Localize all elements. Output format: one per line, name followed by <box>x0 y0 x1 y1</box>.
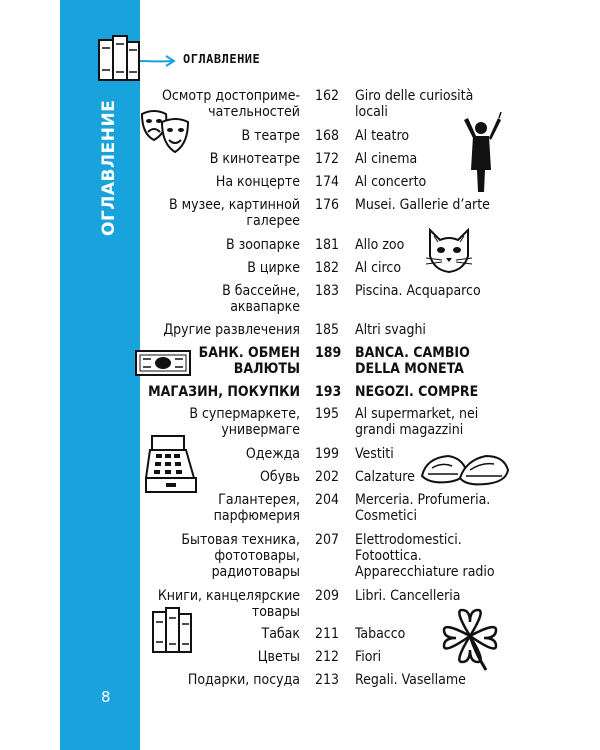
toc-russian-line: МАГАЗИН, ПОКУПКИ <box>148 384 300 400</box>
toc-page-number: 209 <box>315 588 340 604</box>
toc-russian-line: аквапарке <box>230 299 300 315</box>
toc-russian-line: БАНК. ОБМЕН <box>198 345 300 361</box>
toc-italian-line: Piscina. Acquaparco <box>355 283 481 299</box>
toc-italian-line: Cosmetici <box>355 508 417 524</box>
toc-italian-line: Regali. Vasellame <box>355 672 466 688</box>
toc-entry-russian <box>140 384 300 400</box>
toc-page-number: 211 <box>315 626 340 642</box>
toc-page-number: 189 <box>315 345 342 361</box>
toc-page-number: 176 <box>315 197 340 213</box>
page-title: ОГЛАВЛЕНИЕ <box>183 52 261 66</box>
toc-entry-russian <box>140 672 300 688</box>
toc-russian-line: В музее, картинной <box>169 197 300 213</box>
toc-italian-line: Giro delle curiosità <box>355 88 474 104</box>
toc-russian-line: чательностей <box>208 104 300 120</box>
toc-italian-line: Fotoottica. <box>355 548 422 564</box>
toc-entry-russian <box>140 174 300 190</box>
sidebar-title: ОГЛАВЛЕНИЕ <box>99 99 119 237</box>
toc-italian-line: NEGOZI. COMPRE <box>355 384 479 400</box>
toc-page-number: 199 <box>315 446 340 462</box>
toc-entry-italian <box>355 384 505 400</box>
toc-russian-line: В цирке <box>247 260 300 276</box>
toc-entry-italian <box>355 406 505 438</box>
toc-italian-line: Al cinema <box>355 151 418 167</box>
toc-italian-line: Al circo <box>355 260 402 276</box>
toc-russian-line: Галантерея, <box>218 492 300 508</box>
theater-masks-icon <box>138 106 192 160</box>
toc-entry-italian <box>355 345 505 377</box>
toc-italian-line: Al teatro <box>355 128 410 144</box>
toc-russian-line: В бассейне, <box>222 283 300 299</box>
toc-entry-russian <box>140 197 300 229</box>
toc-entry-italian <box>355 322 505 338</box>
shoes-icon <box>418 446 510 490</box>
toc-entry-italian <box>355 532 505 580</box>
toc-italian-line: Elettrodomestici. <box>355 532 462 548</box>
toc-page-number: 172 <box>315 151 340 167</box>
toc-russian-line: галерее <box>246 213 300 229</box>
toc-entry-russian <box>140 260 300 276</box>
toc-italian-line: Merceria. Profumeria. <box>355 492 491 508</box>
toc-page-number: 162 <box>315 88 340 104</box>
toc-entry-russian <box>140 492 300 524</box>
toc-russian-line: радиотовары <box>211 564 300 580</box>
toc-italian-line: locali <box>355 104 388 120</box>
books-icon <box>96 32 142 84</box>
toc-italian-line: grandi magazzini <box>355 422 464 438</box>
toc-russian-line: В театре <box>241 128 300 144</box>
cat-icon <box>424 226 474 274</box>
toc-page-number: 185 <box>315 322 340 338</box>
arrow-right-icon <box>138 53 178 69</box>
toc-page-number: 181 <box>315 237 340 253</box>
books-small-icon <box>150 604 194 656</box>
toc-russian-line: Цветы <box>257 649 300 665</box>
toc-entry-russian <box>140 237 300 253</box>
toc-italian-line: Fiori <box>355 649 382 665</box>
toc-page-number: 182 <box>315 260 340 276</box>
toc-russian-line: Другие развлечения <box>163 322 300 338</box>
toc-italian-line: Musei. Gallerie d’arte <box>355 197 490 213</box>
toc-italian-line: Vestiti <box>355 446 394 462</box>
toc-page-number: 204 <box>315 492 340 508</box>
toc-russian-line: На концерте <box>215 174 300 190</box>
toc-italian-line: Al supermarket, nei <box>355 406 479 422</box>
toc-russian-line: Книги, канцелярские <box>157 588 300 604</box>
toc-page-number: 195 <box>315 406 340 422</box>
toc-entry-italian <box>355 283 505 299</box>
toc-italian-line: Allo zoo <box>355 237 405 253</box>
toc-italian-line: Altri svaghi <box>355 322 426 338</box>
conductor-icon <box>460 112 502 194</box>
toc-entry-italian <box>355 588 505 604</box>
toc-italian-line: Tabacco <box>355 626 406 642</box>
toc-italian-line: Apparecchiature radio <box>355 564 495 580</box>
toc-page-number: 193 <box>315 384 342 400</box>
toc-italian-line: Calzature <box>355 469 415 485</box>
toc-russian-line: В супермаркете, <box>189 406 300 422</box>
toc-russian-line: Бытовая техника, <box>181 532 300 548</box>
toc-entry-russian <box>140 532 300 580</box>
banknote-icon <box>134 348 192 378</box>
toc-russian-line: В кинотеатре <box>209 151 300 167</box>
toc-page-number: 168 <box>315 128 340 144</box>
toc-russian-line: В зоопарке <box>225 237 300 253</box>
clover-icon <box>440 606 500 672</box>
toc-russian-line: Подарки, посуда <box>187 672 300 688</box>
toc-russian-line: Табак <box>261 626 300 642</box>
toc-entry-italian <box>355 492 505 524</box>
toc-italian-line: DELLA MONETA <box>355 361 464 377</box>
toc-entry-russian <box>140 283 300 315</box>
toc-page-number: 207 <box>315 532 340 548</box>
toc-russian-line: парфюмерия <box>213 508 300 524</box>
toc-russian-line: товары <box>251 604 300 620</box>
toc-page-number: 213 <box>315 672 340 688</box>
toc-italian-line: BANCA. CAMBIO <box>355 345 470 361</box>
toc-italian-line: Al concerto <box>355 174 427 190</box>
toc-entry-russian <box>140 322 300 338</box>
toc-entry-italian <box>355 197 505 213</box>
toc-russian-line: универмаге <box>221 422 300 438</box>
toc-page-number: 212 <box>315 649 340 665</box>
toc-russian-line: ВАЛЮТЫ <box>233 361 300 377</box>
toc-russian-line: фототовары, <box>214 548 300 564</box>
toc-page-number: 174 <box>315 174 340 190</box>
toc-page-number: 202 <box>315 469 340 485</box>
cash-register-icon <box>144 432 200 496</box>
toc-entry-italian <box>355 672 505 688</box>
toc-russian-line: Одежда <box>245 446 300 462</box>
page-number: 8 <box>101 688 111 706</box>
toc-italian-line: Libri. Cancelleria <box>355 588 461 604</box>
toc-page-number: 183 <box>315 283 340 299</box>
toc-russian-line: Обувь <box>260 469 300 485</box>
toc-russian-line: Осмотр достоприме- <box>162 88 300 104</box>
